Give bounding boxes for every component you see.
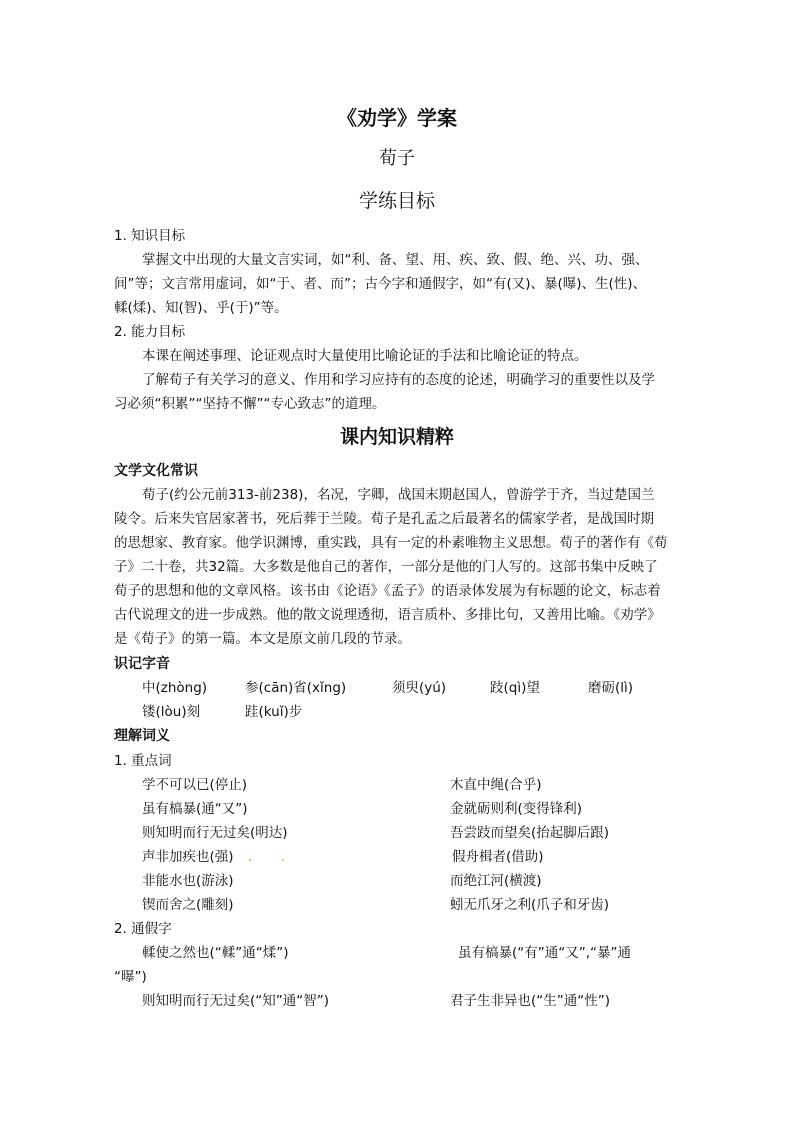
vocab-left-entry: 锲而舍之(雕刻): [142, 897, 234, 913]
paragraph: 习必须“积累”“坚持不懈”“专心致志”的道理。: [114, 396, 386, 412]
pronunciation-item: 参(cān)省(xǐng): [245, 680, 347, 696]
pronunciation-item: 镂(lòu)刻: [142, 704, 201, 720]
paragraph: 陵令。后来失官居家著书，死后葬于兰陵。荀子是孔孟之后最著名的儒家学者，是战国时期: [114, 511, 654, 527]
paragraph: 荀子的思想和他的文章风格。该书由《论语》《孟子》的语录体发展为有标题的论文，标志着: [114, 583, 661, 599]
paragraph: 是《荀子》的第一篇。本文是原文前几段的节录。: [114, 631, 411, 647]
vocab-left-entry: 非能水也(游泳): [142, 873, 234, 889]
paragraph: 古代说理文的进一步成熟。他的散文说理透彻，语言质朴、多排比句，又善用比喻。《劝学》: [114, 607, 661, 623]
pronunciation-label: 识记字音: [114, 656, 170, 672]
vocab-right-entry: 木直中绳(合乎): [450, 777, 542, 793]
vocab-left-entry: 声非加疾也(强): [142, 849, 234, 865]
vocab-right-entry: 金就砺则利(变得锋利): [450, 801, 583, 817]
paragraph: 间”等；文言常用虚词，如“于、者、而”；古今字和通假字，如“有(又)、暴(曝)、生(性)、: [114, 276, 647, 292]
emphasis-dots: . .: [248, 849, 297, 865]
tongjia-continuation: “曝”): [114, 969, 147, 985]
paragraph: 本课在阐述事理、论证观点时大量使用比喻论证的手法和比喻论证的特点。: [142, 348, 588, 364]
paragraph: 了解荀子有关学习的意义、作用和学习应持有的态度的论述，明确学习的重要性以及学: [142, 372, 655, 388]
vocab-right-entry: 而绝江河(横渡): [450, 873, 542, 889]
vocab-left-entry: 学不可以已(停止): [142, 777, 248, 793]
author: 荀子: [379, 148, 415, 169]
pronunciation-item: 跂(qì)望: [490, 680, 540, 696]
tongjia-entry: 则知明而行无过矣(“知”通“智”): [142, 993, 330, 1009]
vocab-item-2: 2. 通假字: [114, 921, 172, 937]
pronunciation-item: 跬(kuǐ)步: [245, 704, 303, 720]
vocab-right-entry: 吾尝跂而望矣(抬起脚后跟): [450, 825, 610, 841]
tongjia-entry: 虽有槁暴(“有”通“又”,“暴”通: [458, 945, 632, 961]
vocab-left-entry: 则知明而行无过矣(明达): [142, 825, 288, 841]
pronunciation-item: 中(zhòng): [142, 680, 208, 696]
paragraph: 掌握文中出现的大量文言实词，如“利、备、望、用、疾、致、假、绝、兴、功、强、: [142, 252, 649, 268]
pronunciation-item: 磨砺(lì): [588, 680, 634, 696]
paragraph: 荀子(约公元前313-前238)，名况，字卿，战国末期赵国人，曾游学于齐，当过楚国兰: [142, 487, 655, 503]
page-title: 《劝学》学案: [337, 106, 457, 130]
vocab-left-entry: 虽有槁暴(通“又”): [142, 801, 248, 817]
vocab-item-1: 1. 重点词: [114, 753, 172, 769]
vocab-right-entry: 假舟楫者(借助): [452, 849, 544, 865]
goals-heading: 学练目标: [358, 190, 435, 212]
tongjia-entry: 輮使之然也(“輮”通“煣”): [142, 945, 289, 961]
vocab-right-entry: 蚓无爪牙之利(爪子和牙齿): [450, 897, 610, 913]
goal-item-1: 1. 知识目标: [114, 228, 186, 244]
paragraph: 的思想家、教育家。他学识渊博，重实践，具有一定的朴素唯物主义思想。荀子的著作有《荀: [114, 535, 668, 551]
culture-label: 文学文化常识: [114, 463, 198, 479]
knowledge-heading: 课内知识精粹: [339, 426, 454, 448]
goal-item-2: 2. 能力目标: [114, 324, 186, 340]
vocab-label: 理解词义: [114, 728, 170, 744]
pronunciation-item: 须臾(yú): [392, 680, 447, 696]
paragraph: 輮(煣)、知(智)、乎(于)”等。: [114, 300, 288, 316]
paragraph: 子》二十卷，共32篇。大多数是他自己的著作，一部分是他的门人写的。这部书集中反映了: [114, 559, 658, 575]
tongjia-entry: 君子生非异也(“生”通“性”): [450, 993, 611, 1009]
